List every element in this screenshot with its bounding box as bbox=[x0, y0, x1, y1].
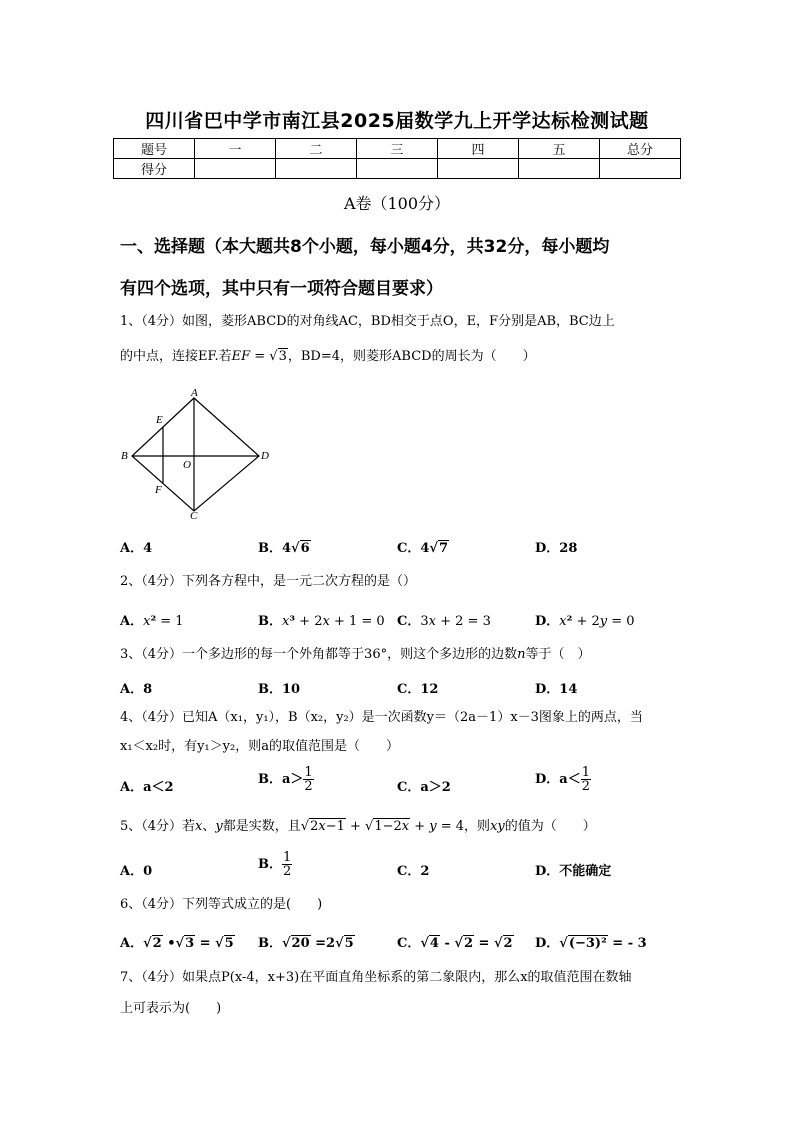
q4-option-d: D．a＜ $\frac{1}{2}$ bbox=[535, 765, 590, 794]
q2-option-d: D．x² + 2y = 0 bbox=[535, 614, 635, 629]
q4-option-a: A．a＜2 bbox=[120, 780, 174, 795]
score-table-score-row bbox=[114, 159, 681, 179]
q1-option-d: D．28 bbox=[535, 541, 578, 556]
part-heading-line1: 一、选择题（本大题共8个小题，每小题4分，共32分，每小题均 bbox=[120, 237, 610, 257]
score-cell bbox=[438, 159, 519, 179]
q5-text: 5、（4分）若x、y都是实数，且√2x−1 + √1−2x + y = 4，则xy的值为（ ） bbox=[120, 819, 596, 834]
q1-option-a: A．4 bbox=[120, 541, 153, 556]
q7-line1: 7、（4分）如果点P(x-4，x+3)在平面直角坐标系的第二象限内，那么x的取值范围在数轴 bbox=[120, 970, 632, 985]
q1-option-c: C．4√7 bbox=[397, 541, 448, 556]
score-header-cell: 三 bbox=[357, 139, 438, 159]
label-b: B bbox=[121, 450, 128, 462]
score-cell bbox=[357, 159, 438, 179]
q6-option-a: A．√2 •√3 = √5 bbox=[120, 936, 234, 951]
q3-option-a: A．8 bbox=[120, 682, 153, 697]
q3-option-d: D．14 bbox=[535, 682, 578, 697]
q7-line2: 上可表示为( ) bbox=[120, 1001, 222, 1016]
score-header-cell: 五 bbox=[519, 139, 600, 159]
q3-option-b: B．10 bbox=[258, 682, 301, 697]
q5-option-b: B． $\frac{1}{2}$ bbox=[258, 850, 292, 879]
label-d: D bbox=[261, 450, 269, 462]
q5-option-c: C．2 bbox=[397, 864, 430, 879]
q4-option-c: C．a＞2 bbox=[397, 780, 451, 795]
q1-text-b: ，BD=4，则菱形ABCD的周长为（ ） bbox=[287, 349, 536, 364]
rhombus-figure bbox=[118, 386, 273, 521]
label-c: C bbox=[190, 510, 198, 521]
q2-text: 2、（4分）下列各方程中，是一元二次方程的是（） bbox=[120, 574, 417, 589]
score-header-cell: 总分 bbox=[600, 139, 681, 159]
q3-text-b: 等于（ ） bbox=[525, 647, 591, 662]
label-a: A bbox=[191, 387, 198, 399]
q6-option-d: D．√(−3)² = - 3 bbox=[535, 936, 647, 951]
label-f: F bbox=[155, 484, 162, 496]
q3-option-c: C．12 bbox=[397, 682, 439, 697]
score-table bbox=[113, 138, 681, 179]
q1-line1: 1、（4分）如图，菱形ABCD的对角线AC，BD相交于点O，E，F分别是AB，BC边上 bbox=[120, 314, 615, 329]
section-heading: A卷（100分） bbox=[343, 194, 451, 213]
q6-option-c: C．√4 - √2 = √2 bbox=[397, 936, 513, 951]
q6-option-b: B．√20 =2√5 bbox=[258, 936, 354, 951]
q2-option-b: B．x³ + 2x + 1 = 0 bbox=[258, 614, 385, 629]
q1-math: EF bbox=[231, 349, 251, 364]
score-cell bbox=[195, 159, 276, 179]
q4-line1: 4、（4分）已知A（x₁，y₁），B（x₂，y₂）是一次函数y＝（2a－1）x－3图象上的两点，当 bbox=[120, 710, 643, 725]
score-cell bbox=[276, 159, 357, 179]
q1-line2: 的中点，连接EF.若EF = √3，BD=4，则菱形ABCD的周长为（ ） bbox=[120, 349, 536, 364]
label-o: O bbox=[183, 459, 191, 471]
q3-text bbox=[120, 646, 680, 664]
score-header-cell: 二 bbox=[276, 139, 357, 159]
q2-option-a: A．x² = 1 bbox=[120, 614, 184, 629]
page-title: 四川省巴中学市南江县2025届数学九上开学达标检测试题 bbox=[145, 110, 649, 132]
part-heading-line2: 有四个选项，其中只有一项符合题目要求） bbox=[120, 279, 443, 299]
q4-line2: x₁＜x₂时，有y₁＞y₂，则a的取值范围是（ ） bbox=[120, 739, 399, 754]
score-cell bbox=[519, 159, 600, 179]
q6-text: 6、（4分）下列等式成立的是( ) bbox=[120, 897, 323, 912]
score-header-cell: 四 bbox=[438, 139, 519, 159]
q5-option-d: D．不能确定 bbox=[535, 864, 612, 879]
q5-option-a: A．0 bbox=[120, 864, 153, 879]
q3-text-a: 3、（4分）一个多边形的每一个外角都等于36°，则这个多边形的边数 bbox=[120, 647, 518, 662]
q1-text-a: 的中点，连接EF.若 bbox=[120, 349, 232, 364]
q4-option-b: B．a＞ $\frac{1}{2}$ bbox=[258, 765, 313, 794]
score-cell bbox=[600, 159, 681, 179]
q3-var-n: n bbox=[517, 647, 526, 662]
score-table-header-row bbox=[114, 139, 681, 159]
score-row-label: 得分 bbox=[114, 159, 195, 179]
q1-option-b: B．4√6 bbox=[258, 541, 310, 556]
q2-option-c: C．3x + 2 = 3 bbox=[397, 614, 491, 629]
score-header-cell: 题号 bbox=[114, 139, 195, 159]
label-e: E bbox=[156, 414, 163, 426]
score-header-cell: 一 bbox=[195, 139, 276, 159]
